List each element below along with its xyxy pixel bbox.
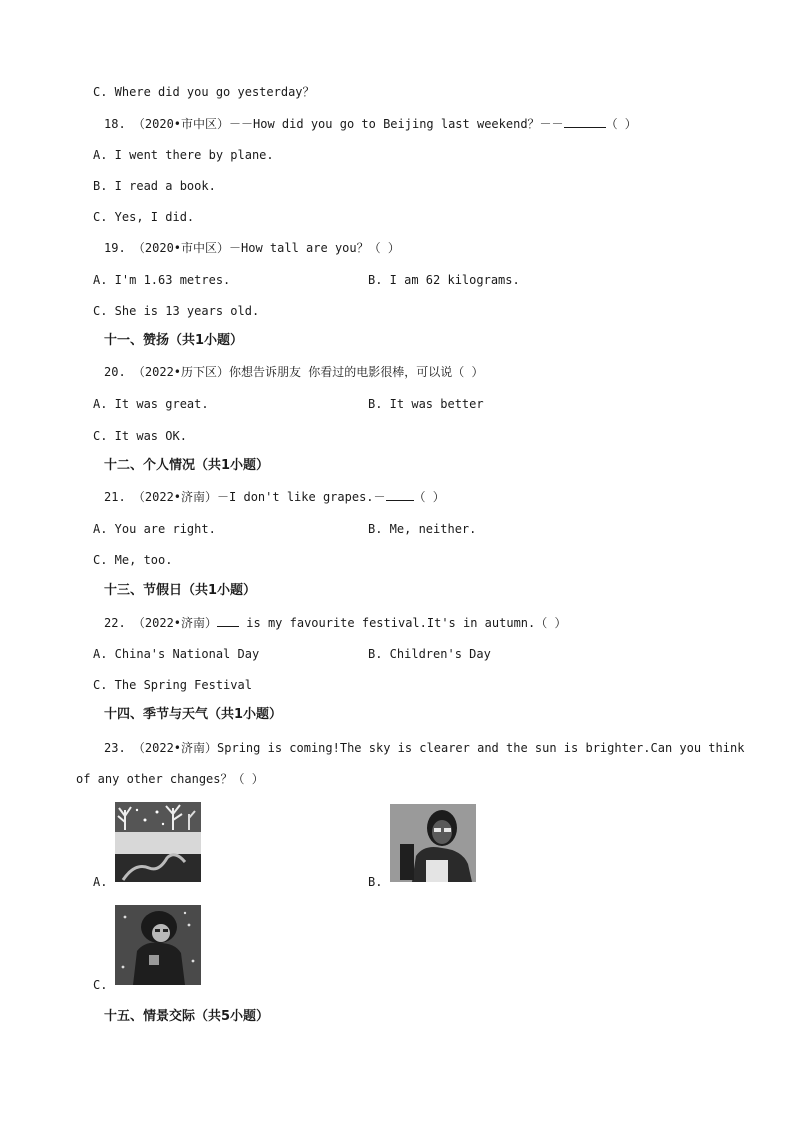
section-heading-12: 十二、个人情况（共1小题） bbox=[104, 458, 270, 473]
person-picture bbox=[390, 804, 476, 882]
question-21-text: 21. （2022•济南）－I don't like grapes.－ bbox=[104, 490, 386, 504]
question-21-stem bbox=[104, 489, 445, 505]
question-18-option-c: C. Yes, I did. bbox=[93, 210, 195, 224]
question-19-option-b: B. I am 62 kilograms. bbox=[368, 273, 520, 287]
question-22-text: is my favourite festival.It's in autumn.（ ） bbox=[246, 616, 567, 630]
answer-parentheses: （ ） bbox=[413, 490, 445, 504]
question-21-option-a: A. You are right. bbox=[93, 522, 216, 536]
answer-blank bbox=[386, 489, 414, 501]
question-18-option-b: B. I read a book. bbox=[93, 179, 216, 193]
question-22-prefix: 22. （2022•济南） bbox=[104, 616, 218, 630]
question-22-option-b: B. Children's Day bbox=[368, 647, 491, 661]
question-18-option-a: A. I went there by plane. bbox=[93, 148, 274, 162]
winter-scene-illustration bbox=[115, 802, 201, 882]
question-21-option-b: B. Me, neither. bbox=[368, 522, 477, 536]
question-23-stem-line2: of any other changes？（ ） bbox=[76, 772, 264, 786]
answer-blank bbox=[217, 615, 239, 627]
question-20-option-a: A. It was great. bbox=[93, 397, 209, 411]
person-illustration bbox=[390, 804, 476, 882]
snow-person-illustration bbox=[115, 905, 201, 985]
question-20-option-b: B. It was better bbox=[368, 397, 484, 411]
question-18-text: 18. （2020•市中区）－－How did you go to Beijing last weekend？－－ bbox=[104, 117, 564, 131]
question-23-option-c-label: C. bbox=[93, 978, 108, 992]
section-heading-15: 十五、情景交际（共5小题） bbox=[104, 1009, 270, 1024]
question-19-option-c: C. She is 13 years old. bbox=[93, 304, 260, 318]
question-22-stem bbox=[104, 615, 566, 631]
question-18-stem bbox=[104, 116, 637, 132]
winter-scene-picture bbox=[115, 802, 201, 882]
question-19-option-a: A. I'm 1.63 metres. bbox=[93, 273, 231, 287]
question-23-option-b-label: B. bbox=[368, 875, 383, 889]
question-21-option-c: C. Me, too. bbox=[93, 553, 173, 567]
section-heading-11: 十一、赞扬（共1小题） bbox=[104, 333, 244, 348]
answer-blank bbox=[564, 116, 606, 128]
answer-parentheses: （ ） bbox=[605, 117, 637, 131]
question-20-stem: 20. （2022•历下区）你想告诉朋友 你看过的电影很棒，可以说（ ） bbox=[104, 365, 484, 379]
question-19-stem: 19. （2020•市中区）－How tall are you？（ ） bbox=[104, 241, 400, 255]
question-20-option-c: C. It was OK. bbox=[93, 429, 187, 443]
section-heading-14: 十四、季节与天气（共1小题） bbox=[104, 707, 283, 722]
question-23-stem-line1: 23. （2022•济南）Spring is coming!The sky is clearer and the sun is brighter.Can you think bbox=[104, 741, 745, 755]
question-22-option-a: A. China's National Day bbox=[93, 647, 260, 661]
question-23-option-a-label: A. bbox=[93, 875, 108, 889]
option-c-prev: C. Where did you go yesterday？ bbox=[93, 85, 315, 99]
section-heading-13: 十三、节假日（共1小题） bbox=[104, 583, 257, 598]
question-22-option-c: C. The Spring Festival bbox=[93, 678, 252, 692]
snow-person-picture bbox=[115, 905, 201, 985]
